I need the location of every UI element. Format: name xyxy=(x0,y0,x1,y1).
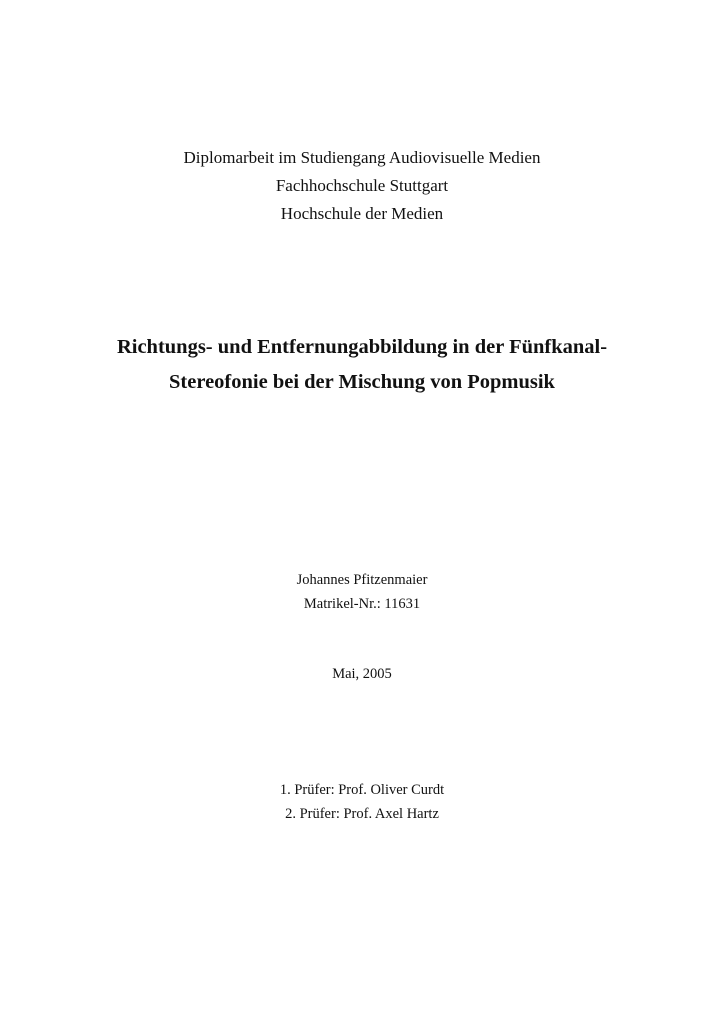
author-name: Johannes Pfitzenmaier xyxy=(296,572,428,588)
institution-line-1: Diplomarbeit im Studiengang Audiovisuelle Medien xyxy=(183,148,541,167)
first-examiner: 1. Prüfer: Prof. Oliver Curdt xyxy=(279,782,445,798)
thesis-title-line-2: Stereofonie bei der Mischung von Popmusik xyxy=(169,371,555,393)
thesis-title-line-1: Richtungs- und Entfernungabbildung in der Fünfkanal- xyxy=(116,336,608,358)
matrikel-number: Matrikel-Nr.: 11631 xyxy=(303,596,421,612)
submission-date: Mai, 2005 xyxy=(332,666,392,682)
second-examiner: 2. Prüfer: Prof. Axel Hartz xyxy=(285,806,439,822)
institution-line-3: Hochschule der Medien xyxy=(280,204,444,223)
institution-line-2: Fachhochschule Stuttgart xyxy=(275,176,449,195)
